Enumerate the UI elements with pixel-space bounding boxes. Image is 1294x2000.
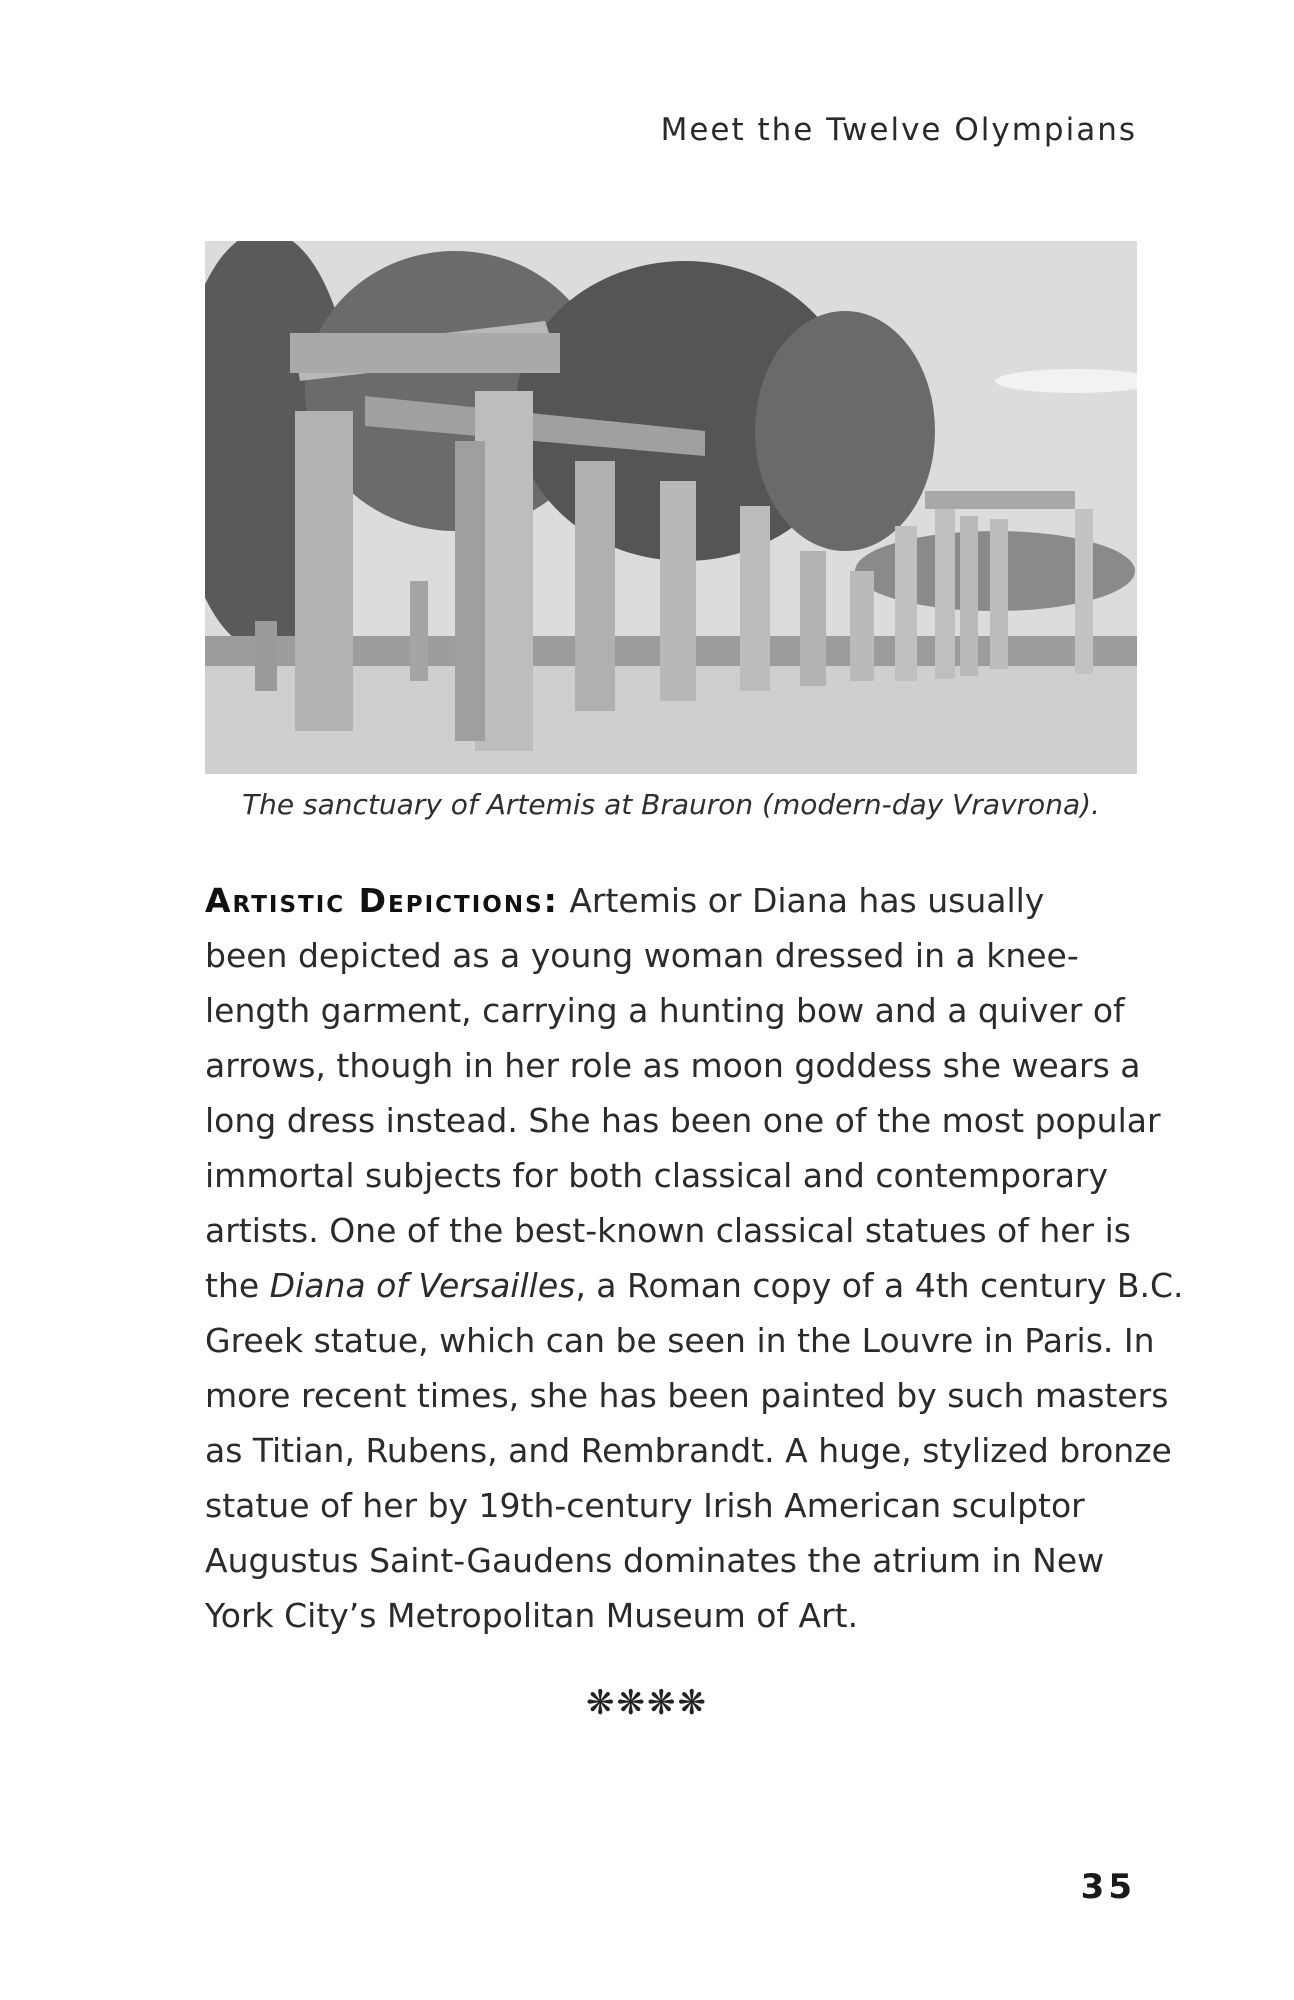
artistic-depictions-section bbox=[205, 873, 1184, 1643]
artwork-title: Diana of Versailles bbox=[269, 1266, 576, 1305]
paragraph-line: statue of her by 19th-century Irish American sculptor bbox=[205, 1486, 1085, 1525]
sanctuary-photo bbox=[205, 241, 1137, 774]
paragraph-line: York City’s Metropolitan Museum of Art. bbox=[205, 1596, 859, 1635]
section-break-ornament: ❋❋❋❋ bbox=[586, 1683, 708, 1723]
paragraph-line: been depicted as a young woman dressed in a knee- bbox=[205, 936, 1079, 975]
line-text: , a Roman copy of a 4th century B.C. bbox=[575, 1266, 1184, 1305]
paragraph-line: more recent times, she has been painted by such masters bbox=[205, 1376, 1169, 1415]
paragraph-line: immortal subjects for both classical and contemporary bbox=[205, 1156, 1109, 1195]
paragraph-line: long dress instead. She has been one of the most popular bbox=[205, 1101, 1161, 1140]
running-title: Meet the Twelve Olympians bbox=[660, 112, 1137, 148]
paragraph-line: arrows, though in her role as moon goddess she wears a bbox=[205, 1046, 1141, 1085]
page-number: 35 bbox=[1080, 1867, 1136, 1907]
line-text: the bbox=[205, 1266, 270, 1305]
paragraph-line-text: Artemis or Diana has usually bbox=[558, 881, 1045, 920]
photo-caption: The sanctuary of Artemis at Brauron (modern-day Vravrona). bbox=[242, 788, 1100, 821]
paragraph-line: artists. One of the best-known classical statues of her is bbox=[205, 1211, 1131, 1250]
paragraph-line-1 bbox=[205, 873, 1145, 928]
paragraph-line: length garment, carrying a hunting bow and a quiver of bbox=[205, 991, 1125, 1030]
paragraph-line: Greek statue, which can be seen in the Louvre in Paris. In bbox=[205, 1321, 1155, 1360]
section-lead: Artistic Depictions: bbox=[205, 881, 559, 920]
temple-ruins-image bbox=[205, 241, 1137, 774]
paragraph-line-8 bbox=[205, 1258, 1184, 1313]
paragraph-line: Augustus Saint-Gaudens dominates the atrium in New bbox=[205, 1541, 1105, 1580]
paragraph-line: as Titian, Rubens, and Rembrandt. A huge, stylized bronze bbox=[205, 1431, 1172, 1470]
